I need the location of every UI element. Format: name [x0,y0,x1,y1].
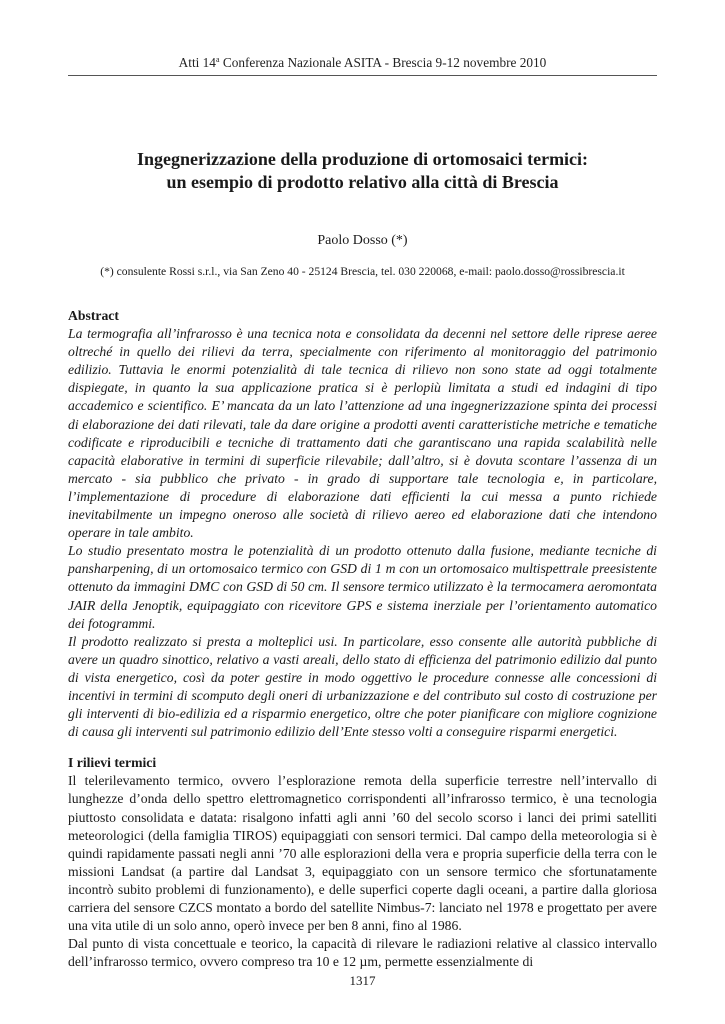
abstract-section [68,307,657,741]
page-number: 1317 [349,973,376,988]
running-head-conference: Atti 14 [178,55,216,70]
affiliation: (*) consulente Rossi s.r.l., via San Zeno 40 - 25124 Brescia, tel. 030 220068, e-mail: paolo.dosso@rossibrescia.it [100,265,625,278]
paper-body [68,307,657,971]
section-heading: I rilievi termici [68,755,157,771]
author: Paolo Dosso (*) [317,233,408,248]
abstract-heading: Abstract [68,308,119,323]
abstract-paragraph: La termografia all’infrarosso è una tecnica nota e consolidata da decenni nel settore delle riprese aeree oltreché in quello dei rilievi da terra, specialmente con riferimento al monitoraggio del patrimonio edilizio. Tuttavia le enormi potenzialità di tale tecnica di rilievo non sono state ad oggi totalmente dispiegate, in quanto la sua applicazione pratica si è perlopiù limitata a studi ed indagini di tipo accademico e scientifico. E’ mancata da un lato l’attenzione ad una ingegnerizzazione spinta dei processi di elaborazione dei dati rilevati, tale da dare origine a prodotti aventi caratteristiche metriche e tematiche codificate e riproducibili e tecniche di trattamento dati che garantiscano una rapida scalabilità nelle capacità elaborative in termini di superficie rilevabile; dall’altro, si è dovuta scontare l’assenza di un mercato - sia pubblico che privato - in grado di supportare tale tecnologia e, in particolare, l’implementazione di procedure di elaborazione dati efficienti la cui messa a punto richiede inevitabilmente un impegno oneroso alle società di rilievo aereo ed elaborazione dati che intendono operare in tale ambito. [68,326,657,541]
section-paragraph: Dal punto di vista concettuale e teorico, la capacità di rilevare le radiazioni relative al classico intervallo dell’infrarosso termico, ovvero compreso tra 10 e 12 µm, permette essenzialmente di [68,936,657,970]
paper-title-line-1: Ingegnerizzazione della produzione di ortomosaici termici: [136,149,589,169]
abstract-paragraph: Lo studio presentato mostra le potenzialità di un prodotto ottenuto dalla fusione, mediante tecniche di pansharpening, di un ortomosaico termico con GSD di 1 m con un ortomosaico multispettrale preesistente ottenuto da immagini DMC con GSD di 50 cm. Il sensore termico utilizzato è la termocamera aeromontata JAIR della Jenoptik, equipaggiato con ricevitore GPS e sistema inerziale per l’orientamento automatico dei fotogrammi. [68,543,657,631]
paper-title [68,148,657,194]
running-head-details: Conferenza Nazionale ASITA - Brescia 9-12 novembre 2010 [219,55,547,70]
running-head-superscript: a [215,55,220,64]
running-head [68,55,657,71]
paper-title-line-2: un esempio di prodotto relativo alla città di Brescia [166,172,559,192]
section-rilievi-termici [68,754,657,971]
header-rule [68,75,657,76]
section-paragraph: Il telerilevamento termico, ovvero l’esplorazione remota della superficie terrestre nell’intervallo di lunghezze d’onda dello spettro elettromagnetico corrispondenti all’infrarosso termico, è una tecnologia piuttosto consolidata e datata: risalgono infatti agli anni ’60 del secolo scorso i lanci dei primi satelliti meteorologici (della famiglia TIROS) equipaggiati con sensori termici. Dal campo della meteorologia si è quindi rapidamente passati negli anni ’70 alle esplorazioni della vera e propria superficie della terra con le missioni Landsat (a partire dal Landsat 3, equipaggiato con un sensore termico che sfortunatamente incontrò subito problemi di funzionamento), e delle superfici coperte dagli oceani, a partire dalla gloriosa carriera del sensore CZCS montato a bordo del satellite Nimbus-7: lanciato nel 1978 e progettato per avere una vita utile di un solo anno, operò invece per ben 8 anni, fino al 1986. [68,773,657,934]
abstract-paragraph: Il prodotto realizzato si presta a molteplici usi. In particolare, esso consente alle autorità pubbliche di avere un quadro sinottico, relativo a vasti areali, dello stato di efficienza del patrimonio edilizio dal punto di vista energetico, così da poter gestire in modo oggettivo le procedure connesse alle concessioni di incentivi in termini di scomputo degli oneri di urbanizzazione e del contributo sul costo di costruzione per gli interventi di bio-edilizia ed a risparmio energetico, oltre che poter pianificare con migliore cognizione di causa gli interventi sul patrimonio edilizio dell’Ente stesso volti a conseguire risparmi energetici. [68,633,657,740]
